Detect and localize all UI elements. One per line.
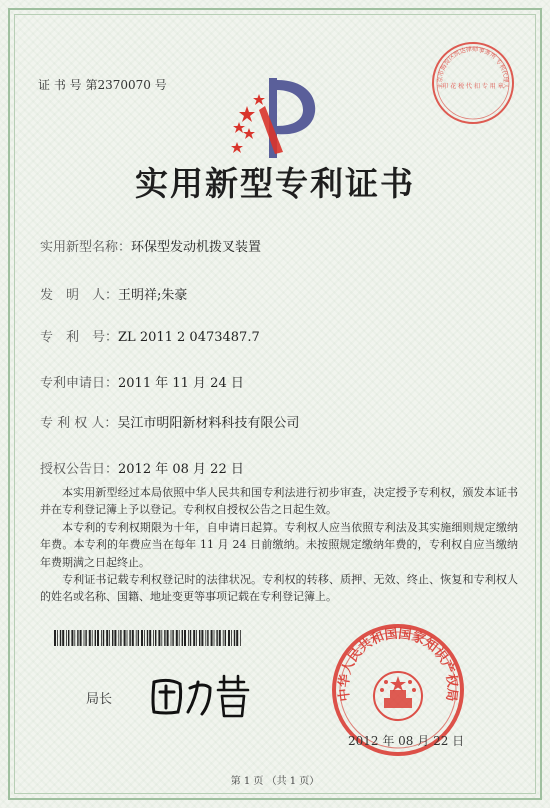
field-label: 专 利 权 人： bbox=[40, 416, 118, 431]
field-value: ZL 2011 2 0473487.7 bbox=[118, 330, 260, 345]
svg-text:中华人民共和国国家知识产权局: 中华人民共和国国家知识产权局 bbox=[336, 626, 460, 703]
director-label: 局长 bbox=[86, 692, 113, 707]
body-paragraph: 专利证书记载专利权登记时的法律状况。专利权的转移、质押、无效、终止、恢复和专利权人的姓名或名称、国籍、地址变更等事项记载在专利登记簿上。 bbox=[40, 573, 518, 604]
field-value: 2012 年 08 月 22 日 bbox=[118, 462, 244, 477]
utility-model-name-field bbox=[40, 236, 261, 255]
patentee-field bbox=[40, 412, 299, 431]
agency-stamp bbox=[430, 40, 516, 126]
page-number: 第 1 页 （共 1 页） bbox=[230, 776, 320, 787]
sipo-logo-icon bbox=[225, 66, 325, 166]
svg-text:北京市海淀区凯达律师事务所 专利代理人: 北京市海淀区凯达律师事务所 专利代理人 bbox=[436, 46, 510, 90]
field-label: 专 利 号： bbox=[40, 330, 119, 345]
field-value: 王明祥;朱豪 bbox=[118, 288, 188, 303]
field-value: 2011 年 11 月 24 日 bbox=[118, 376, 244, 391]
field-label: 授权公告日： bbox=[40, 462, 119, 477]
issue-date: 2012 年 08 月 22 日 bbox=[348, 734, 465, 748]
document-title: 实用新型专利证书 bbox=[135, 164, 415, 203]
field-label: 专利申请日： bbox=[40, 376, 119, 391]
application-date-field bbox=[40, 372, 244, 391]
grant-date-field bbox=[40, 458, 244, 477]
field-value: 吴江市明阳新材料科技有限公司 bbox=[117, 416, 300, 431]
svg-text:印 花 税 代 扣 专 用 章: 印 花 税 代 扣 专 用 章 bbox=[442, 83, 504, 90]
inventor-field bbox=[40, 284, 187, 303]
certificate-number: 证 书 号 第2370070 号 bbox=[38, 78, 167, 92]
field-label: 发 明 人： bbox=[40, 288, 119, 303]
body-paragraph: 本实用新型经过本局依照中华人民共和国专利法进行初步审查，决定授予专利权，颁发本证书并在专利登记簿上予以登记。专利权自授权公告之日起生效。 bbox=[40, 486, 518, 517]
body-paragraph: 本专利的专利权期限为十年，自申请日起算。专利权人应当依照专利法及其实施细则规定缴纳年费。本专利的年费应当在每年 11 月 24 日前缴纳。未按照规定缴纳年费的，专利权自应当缴纳年费期满之日起终止。 bbox=[40, 520, 518, 569]
patent-number-field bbox=[40, 326, 260, 345]
director-signature bbox=[140, 668, 260, 722]
barcode-icon bbox=[54, 630, 244, 646]
certificate-body bbox=[40, 484, 518, 606]
field-value: 环保型发动机拨叉装置 bbox=[131, 240, 262, 255]
field-label: 实用新型名称： bbox=[40, 240, 132, 255]
